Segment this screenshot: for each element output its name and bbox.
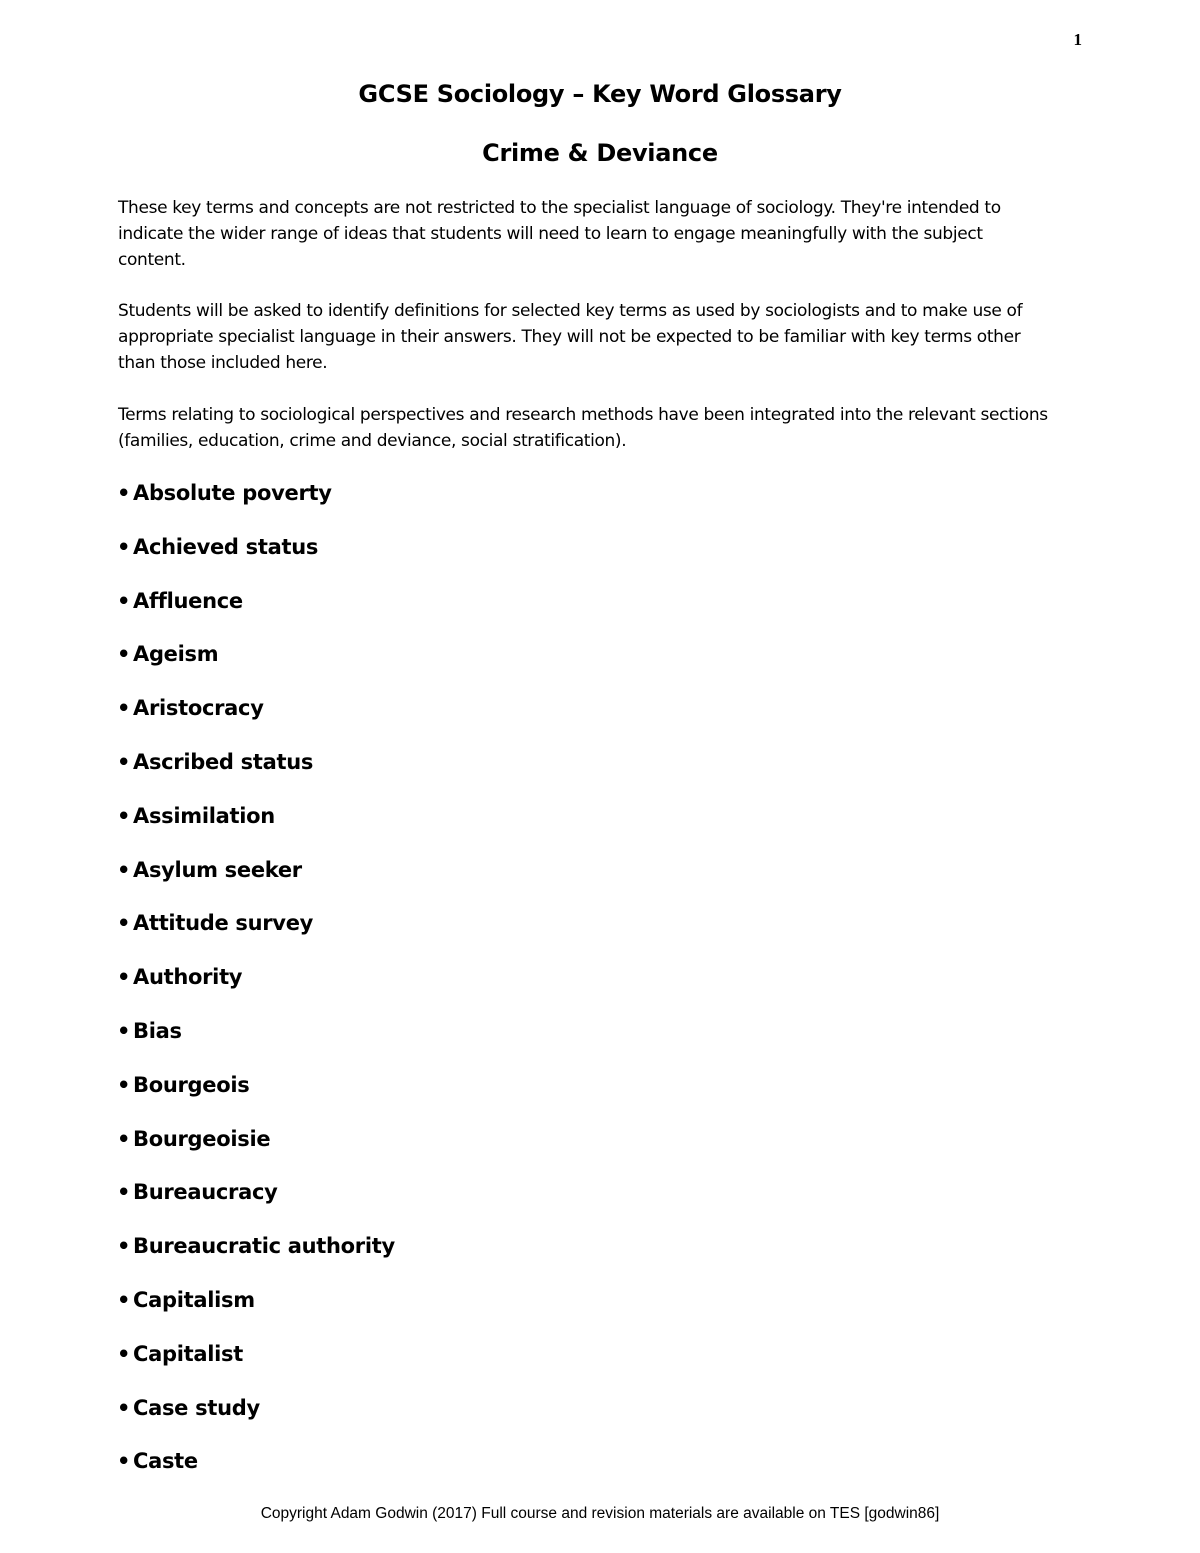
key-term-item: [117, 1391, 395, 1445]
key-term: Assimilation: [133, 803, 275, 828]
key-term-item: [117, 1337, 395, 1391]
key-term: Bourgeoisie: [133, 1126, 271, 1151]
key-term: Asylum seeker: [133, 857, 302, 882]
key-term-item: [117, 1014, 395, 1068]
bullet-icon: •: [117, 1395, 131, 1420]
key-term: Bureaucratic authority: [133, 1234, 395, 1259]
key-term-item: [117, 691, 395, 745]
key-term: Capitalism: [133, 1287, 255, 1312]
key-term: Capitalist: [133, 1341, 243, 1366]
intro-section: [118, 196, 1048, 480]
key-term-item: [117, 1175, 395, 1229]
key-term-item: [117, 960, 395, 1014]
key-term: Bourgeois: [133, 1072, 250, 1097]
key-term-item: [117, 530, 395, 584]
key-term-item: [117, 476, 395, 530]
key-term: Absolute poverty: [133, 481, 332, 505]
key-term: Attitude survey: [133, 911, 314, 936]
key-term: Affluence: [133, 588, 243, 613]
page-number: 1: [1073, 30, 1082, 49]
bullet-icon: •: [117, 1018, 131, 1043]
key-term: Ascribed status: [133, 749, 314, 774]
key-term: Bias: [133, 1018, 182, 1043]
bullet-icon: •: [117, 911, 131, 936]
key-term: Achieved status: [133, 534, 319, 559]
key-term-item: [117, 853, 395, 907]
key-term-item: [117, 1229, 395, 1283]
page-title: GCSE Sociology – Key Word Glossary: [358, 80, 842, 108]
bullet-icon: •: [117, 481, 131, 505]
copyright-footer: Copyright Adam Godwin (2017) Full course and revision materials are available on TES [godwin86]: [260, 1505, 940, 1522]
bullet-icon: •: [117, 588, 131, 613]
key-term-item: [117, 1283, 395, 1337]
key-term-item: [117, 1068, 395, 1122]
key-term-item: [117, 584, 395, 638]
key-term: Bureaucracy: [133, 1180, 278, 1205]
intro-paragraph: Terms relating to sociological perspectives and research methods have been integrated into the relevant sections (families, education, crime and deviance, social stratification).: [118, 404, 1048, 451]
key-term-item: [117, 906, 395, 960]
bullet-icon: •: [117, 749, 131, 774]
bullet-icon: •: [117, 534, 131, 559]
bullet-icon: •: [117, 1126, 131, 1151]
bullet-icon: •: [117, 857, 131, 882]
key-term-item: [117, 637, 395, 691]
key-term: Aristocracy: [133, 696, 264, 721]
bullet-icon: •: [117, 1449, 131, 1474]
bullet-icon: •: [117, 696, 131, 721]
key-term-item: [117, 799, 395, 853]
bullet-icon: •: [117, 965, 131, 990]
bullet-icon: •: [117, 1234, 131, 1259]
key-term-item: [117, 1122, 395, 1176]
intro-paragraph: Students will be asked to identify definitions for selected key terms as used by sociologists and to make use of appropriate specialist language in their answers. They will not be expected to be familiar with key terms other than those included here.: [118, 301, 1023, 373]
key-term: Caste: [133, 1449, 198, 1474]
key-term-item: [117, 1444, 395, 1498]
key-term-item: [117, 745, 395, 799]
page-subtitle: Crime & Deviance: [482, 139, 718, 167]
key-term: Ageism: [133, 642, 219, 667]
key-term: Authority: [133, 965, 243, 990]
bullet-icon: •: [117, 1287, 131, 1312]
bullet-icon: •: [117, 1180, 131, 1205]
key-term-list: [117, 476, 395, 1498]
intro-paragraph: These key terms and concepts are not restricted to the specialist language of sociology. They're intended to indicate the wider range of ideas that students will need to learn to engage meaningfully with the subject content.: [118, 198, 1001, 270]
bullet-icon: •: [117, 642, 131, 667]
key-term: Case study: [133, 1395, 260, 1420]
bullet-icon: •: [117, 1072, 131, 1097]
bullet-icon: •: [117, 1341, 131, 1366]
bullet-icon: •: [117, 803, 131, 828]
